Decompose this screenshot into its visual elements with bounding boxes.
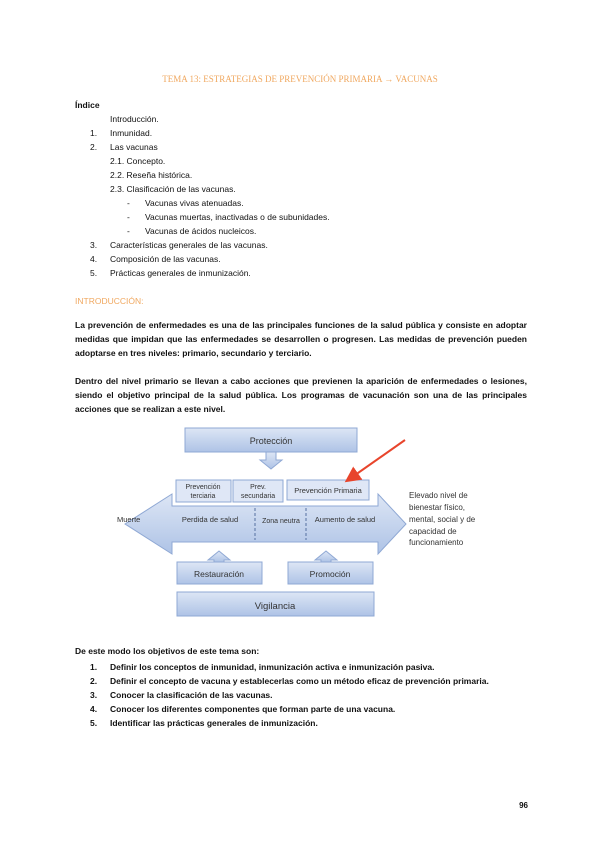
up-arrow-icon bbox=[315, 551, 337, 562]
zona-label: Zona neutra bbox=[262, 518, 300, 525]
down-arrow-icon bbox=[260, 452, 282, 469]
elevado-label: funcionamiento bbox=[409, 538, 464, 547]
prev-secundaria-label: secundaria bbox=[240, 493, 276, 500]
paragraph-1: La prevención de enfermedades es una de las principales funciones de la salud pública y consiste en adoptar medidas que impidan que las enfermedades se desarrollen o progresen. Las medidas de prevención pueden adoptarse en tres niveles: primario, secundario y terciario. bbox=[75, 320, 527, 358]
index-item: 5. Prácticas generales de inmunización. bbox=[90, 268, 251, 278]
index-item: - Vacunas de ácidos nucleicos. bbox=[127, 226, 257, 236]
prev-secundaria-label: Prev. bbox=[250, 484, 266, 491]
index-item: 1. Inmunidad. bbox=[90, 128, 153, 138]
objective-item: 3. Conocer la clasificación de las vacunas. bbox=[90, 690, 273, 700]
index-item: 2. Las vacunas bbox=[90, 142, 158, 152]
index-item: 2.2. Reseña histórica. bbox=[110, 170, 193, 180]
elevado-label: Elevado nivel de bbox=[409, 491, 468, 500]
index-title: Índice bbox=[75, 100, 100, 110]
prevention-diagram bbox=[0, 422, 600, 622]
index-item: - Vacunas vivas atenuadas. bbox=[127, 198, 244, 208]
perdida-label: Perdida de salud bbox=[181, 515, 239, 524]
elevado-label: bienestar físico, bbox=[409, 503, 466, 512]
prev-primaria-label: Prevención Primaria bbox=[294, 486, 362, 495]
prev-terciaria-label: Prevención bbox=[185, 484, 221, 491]
up-arrow-icon bbox=[208, 551, 230, 562]
aumento-label: Aumento de salud bbox=[314, 515, 376, 524]
elevado-label: mental, social y de bbox=[409, 515, 476, 524]
objective-item: 5. Identificar las prácticas generales de inmunización. bbox=[90, 718, 318, 728]
index-item: 2.1. Concepto. bbox=[110, 156, 166, 166]
index-item: 2.3. Clasificación de las vacunas. bbox=[110, 184, 236, 194]
objective-item: 4. Conocer los diferentes componentes que forman parte de una vacuna. bbox=[90, 704, 396, 714]
index-item: - Vacunas muertas, inactivadas o de subunidades. bbox=[127, 212, 330, 222]
objectives-intro: De este modo los objetivos de este tema son: bbox=[75, 646, 260, 656]
proteccion-label: Protección bbox=[249, 436, 293, 446]
page-header: TEMA 13: ESTRATEGIAS DE PREVENCIÓN PRIMARIA → VACUNAS bbox=[162, 74, 438, 84]
restauracion-label: Restauración bbox=[193, 569, 245, 579]
prev-terciaria-label: terciaria bbox=[190, 493, 216, 500]
objective-item: 2. Definir el concepto de vacuna y establecerlas como un método eficaz de prevención primaria. bbox=[90, 676, 489, 686]
index-item: 4. Composición de las vacunas. bbox=[90, 254, 221, 264]
page-number: 96 bbox=[519, 801, 528, 810]
index-item: Introducción. bbox=[110, 114, 159, 124]
vigilancia-label: Vigilancia bbox=[254, 601, 296, 612]
index-item: 3. Características generales de las vacunas. bbox=[90, 240, 268, 250]
section-heading-introduccion: INTRODUCCIÓN: bbox=[75, 296, 144, 306]
promocion-label: Promoción bbox=[309, 569, 351, 579]
muerte-label: Muerte bbox=[117, 515, 141, 524]
elevado-label: capacidad de bbox=[409, 527, 457, 536]
objective-item: 1. Definir los conceptos de inmunidad, inmunización activa e inmunización pasiva. bbox=[90, 662, 435, 672]
paragraph-2: Dentro del nivel primario se llevan a cabo acciones que previenen la aparición de enfermedades o lesiones, siendo el objetivo principal de la salud pública. Los programas de vacunación son una de las principales acciones que se realizan a este nivel. bbox=[75, 376, 527, 414]
